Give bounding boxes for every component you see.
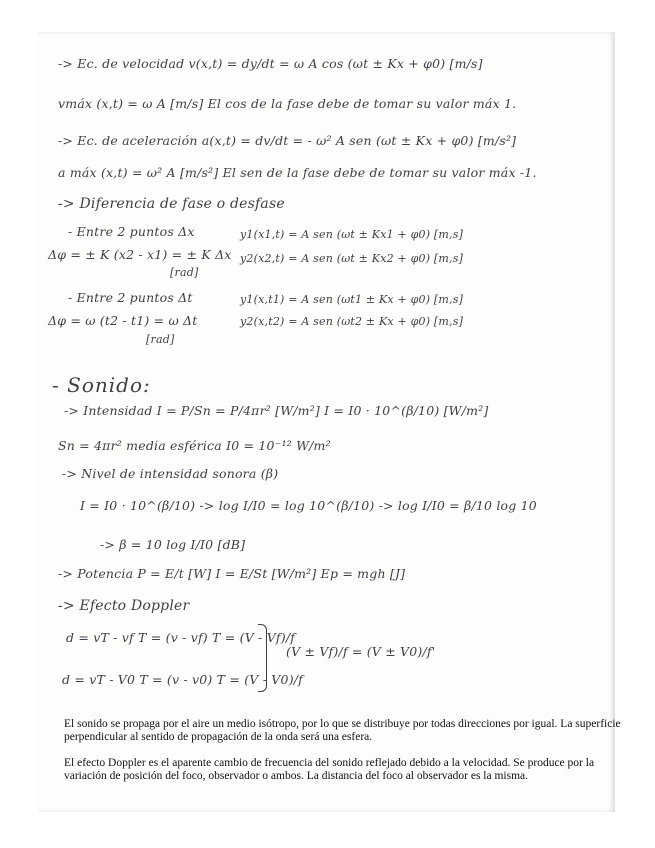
wave-y1-x1: y1(x1,t) = A sen (ωt ± Kx1 + φ0) [m,s] <box>240 228 464 241</box>
wave-y1-t1: y1(x,t1) = A sen (ωt1 ± Kx + φ0) [m,s] <box>240 293 464 306</box>
sound-section-title: - Sonido: <box>52 373 151 397</box>
phase-shift-time-formula: Δφ = ω (t2 - t1) = ω Δt <box>48 313 198 328</box>
wave-y2-x2: y2(x2,t) = A sen (ωt ± Kx2 + φ0) [m,s] <box>240 252 464 265</box>
decibel-formula: -> β = 10 log I/I0 [dB] <box>100 537 246 552</box>
doppler-observer-distance: d = vT - V0 T = (v - v0) T = (V - V0)/f <box>62 672 304 687</box>
acceleration-equation: -> Ec. de aceleración a(x,t) = dv/dt = - ω² A sen (ωt ± Kx + φ0) [m/s²] <box>58 133 517 148</box>
max-acceleration-note: a máx (x,t) = ω² A [m/s²] El sen de la fase debe de tomar su valor máx -1. <box>58 165 537 180</box>
spherical-surface-note: Sn = 4πr² media esférica I0 = 10⁻¹² W/m² <box>58 438 331 453</box>
intensity-formula: -> Intensidad I = P/Sn = P/4πr² [W/m²] I = I0 · 10^(β/10) [W/m²] <box>64 403 489 418</box>
intensity-level-heading: -> Nivel de intensidad sonora (β) <box>62 466 279 481</box>
phase-shift-space-formula: Δφ = ± K (x2 - x1) = ± K Δx <box>48 247 232 262</box>
rad-unit-2: [rad] <box>146 333 175 346</box>
delta-x-subheading: - Entre 2 puntos Δx <box>68 224 195 239</box>
rad-unit-1: [rad] <box>170 266 199 279</box>
delta-t-subheading: - Entre 2 puntos Δt <box>68 290 193 305</box>
doppler-heading: -> Efecto Doppler <box>58 598 190 614</box>
sound-propagation-paragraph: El sonido se propaga por el aire un medio isótropo, por lo que se distribuye por todas direcciones por igual. La superficie perpendicular al sentido de propagación de la onda será una esfera. <box>64 718 621 743</box>
max-velocity-note: vmáx (x,t) = ω A [m/s] El cos de la fase debe de tomar su valor máx 1. <box>58 96 517 111</box>
doppler-frequency-relation: (V ± Vf)/f = (V ± V0)/f' <box>286 644 436 659</box>
intensity-log-derivation: I = I0 · 10^(β/10) -> log I/I0 = log 10^(β/10) -> log I/I0 = β/10 log 10 <box>80 498 537 513</box>
notebook-page <box>38 32 615 812</box>
velocity-equation: -> Ec. de velocidad v(x,t) = dy/dt = ω A cos (ωt ± Kx + φ0) [m/s] <box>58 56 483 71</box>
doppler-source-distance: d = vT - vf T = (v - vf) T = (V - Vf)/f <box>66 630 296 645</box>
doppler-effect-paragraph: El efecto Doppler es el aparente cambio de frecuencia del sonido reflejado debido a la velocidad. Se produce por la variación de posición del foco, observador o ambos. La distancia del foco al observador es la misma. <box>64 757 595 782</box>
phase-difference-heading: -> Diferencia de fase o desfase <box>58 196 285 212</box>
wave-y2-t2: y2(x,t2) = A sen (ωt2 ± Kx + φ0) [m,s] <box>240 315 464 328</box>
power-formula: -> Potencia P = E/t [W] I = E/St [W/m²] Ep = mgh [J] <box>58 566 406 581</box>
